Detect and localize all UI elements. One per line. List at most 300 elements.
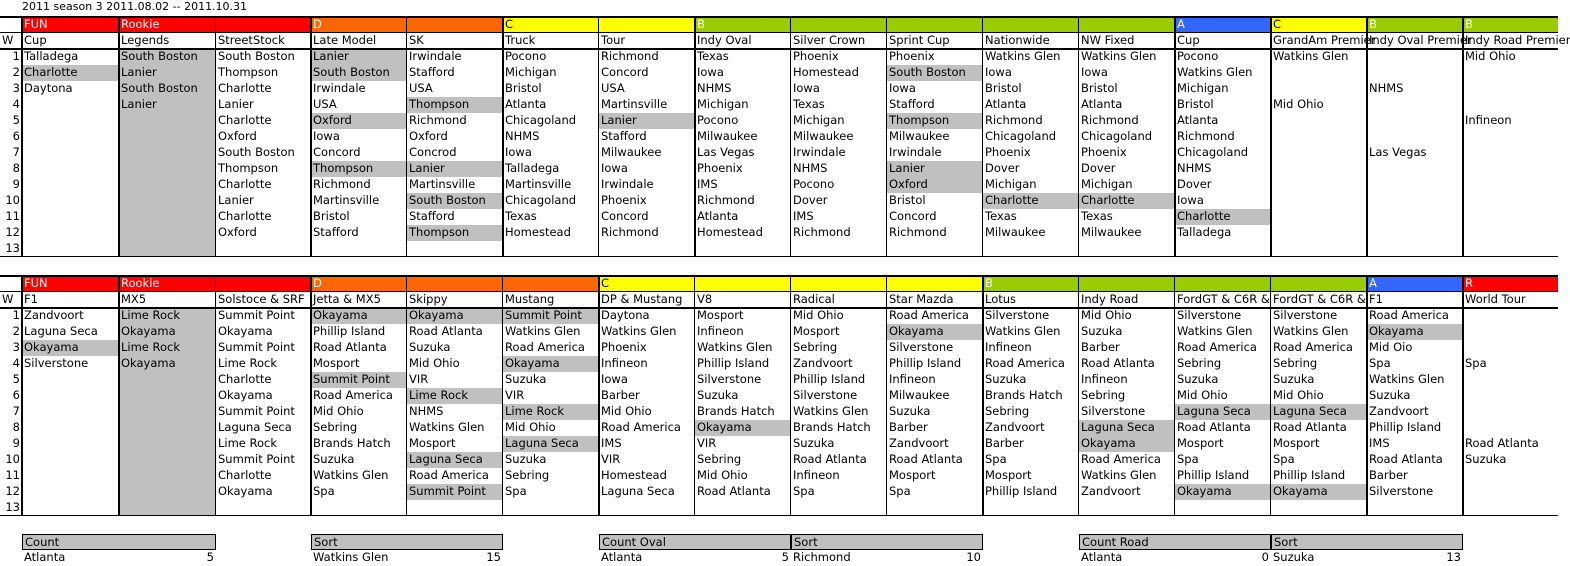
track-cell[interactable] <box>119 177 216 193</box>
track-cell[interactable] <box>1463 420 1558 436</box>
series-header[interactable]: Solstoce & SRF <box>218 292 305 306</box>
track-cell[interactable]: Road America <box>985 356 1065 370</box>
track-cell[interactable]: Mosport <box>793 324 840 338</box>
track-cell[interactable]: Mid Ohio <box>793 308 844 322</box>
track-cell[interactable] <box>1367 177 1463 193</box>
track-cell[interactable]: Iowa <box>793 81 820 95</box>
track-cell[interactable]: Iowa <box>889 81 916 95</box>
track-cell[interactable]: Barber <box>601 388 640 402</box>
track-cell[interactable]: Road Atlanta <box>313 340 387 354</box>
track-cell[interactable]: Michigan <box>697 97 749 111</box>
track-cell[interactable]: Watkins Glen <box>313 468 389 482</box>
series-header[interactable]: Skippy <box>409 292 448 306</box>
track-cell[interactable]: Road America <box>1369 308 1449 322</box>
track-cell[interactable] <box>22 225 119 241</box>
track-cell[interactable] <box>599 500 695 516</box>
track-cell[interactable] <box>1463 484 1558 500</box>
series-header[interactable]: F1 <box>24 292 38 306</box>
track-cell[interactable]: Watkins Glen <box>1273 49 1349 63</box>
track-cell[interactable]: Atlanta <box>1177 113 1219 127</box>
track-cell[interactable] <box>22 209 119 225</box>
track-cell[interactable]: Lanier <box>311 49 407 65</box>
track-cell[interactable]: Infineon <box>697 324 744 338</box>
track-cell[interactable]: Thompson <box>218 65 279 79</box>
track-cell[interactable] <box>22 468 119 484</box>
track-cell[interactable]: Laguna Seca <box>218 420 292 434</box>
track-cell[interactable]: Brands Hatch <box>793 420 871 434</box>
track-cell[interactable]: Okayama <box>218 484 273 498</box>
track-cell[interactable] <box>1463 177 1558 193</box>
series-header[interactable]: V8 <box>697 292 713 306</box>
track-cell[interactable]: Martinsville <box>505 177 572 191</box>
track-cell[interactable]: Richmond <box>601 225 659 239</box>
track-cell[interactable]: Richmond <box>985 113 1043 127</box>
track-cell[interactable]: Mosport <box>889 468 936 482</box>
track-cell[interactable]: Okayama <box>1367 324 1463 340</box>
track-cell[interactable]: Bristol <box>505 81 542 95</box>
track-cell[interactable]: Laguna Seca <box>1175 404 1271 420</box>
class-header-rookie[interactable]: Rookie <box>119 17 311 33</box>
track-cell[interactable]: Dover <box>985 161 1020 175</box>
track-cell[interactable] <box>407 241 503 257</box>
summary-track[interactable]: Atlanta <box>1081 550 1123 564</box>
track-cell[interactable] <box>1463 340 1558 356</box>
track-cell[interactable] <box>1367 65 1463 81</box>
track-cell[interactable]: Spa <box>1369 356 1391 370</box>
track-cell[interactable]: Road America <box>313 388 393 402</box>
track-cell[interactable]: Chicagoland <box>1081 129 1153 143</box>
track-cell[interactable] <box>503 241 599 257</box>
track-cell[interactable]: Milwaukee <box>793 129 854 143</box>
track-cell[interactable]: Laguna Seca <box>601 484 675 498</box>
track-cell[interactable]: Suzuka <box>985 372 1027 386</box>
track-cell[interactable]: Barber <box>1369 468 1408 482</box>
series-header[interactable]: Indy Oval Premier <box>1369 33 1472 47</box>
track-cell[interactable] <box>695 500 791 516</box>
track-cell[interactable]: Watkins Glen <box>1177 65 1253 79</box>
track-cell[interactable]: Stafford <box>409 65 455 79</box>
track-cell[interactable]: Infineon <box>889 372 936 386</box>
track-cell[interactable]: Homestead <box>793 65 859 79</box>
track-cell[interactable]: Zandvoort <box>1369 404 1429 418</box>
track-cell[interactable]: Barber <box>985 436 1024 450</box>
track-cell[interactable]: Road America <box>409 468 489 482</box>
track-cell[interactable]: Daytona <box>24 81 73 95</box>
track-cell[interactable]: Thompson <box>311 161 407 177</box>
track-cell[interactable]: Mid Oio <box>1369 340 1413 354</box>
track-cell[interactable] <box>22 129 119 145</box>
track-cell[interactable] <box>791 500 887 516</box>
series-header[interactable]: DP & Mustang <box>601 292 683 306</box>
track-cell[interactable]: Richmond <box>313 177 371 191</box>
track-cell[interactable]: Charlotte <box>218 113 272 127</box>
track-cell[interactable]: Charlotte <box>218 177 272 191</box>
series-header[interactable]: Silver Crown <box>793 33 866 47</box>
series-header[interactable]: Truck <box>505 33 536 47</box>
track-cell[interactable]: Charlotte <box>218 209 272 223</box>
track-cell[interactable]: Mid Ohio <box>1465 49 1516 63</box>
track-cell[interactable]: Michigan <box>505 65 557 79</box>
track-cell[interactable]: Richmond <box>1177 129 1235 143</box>
track-cell[interactable] <box>22 177 119 193</box>
track-cell[interactable] <box>1175 241 1271 257</box>
track-cell[interactable] <box>119 468 216 484</box>
track-cell[interactable]: Iowa <box>313 129 340 143</box>
track-cell[interactable]: Richmond <box>697 193 755 207</box>
track-cell[interactable] <box>22 161 119 177</box>
track-cell[interactable]: Homestead <box>697 225 763 239</box>
track-cell[interactable]: Road Atlanta <box>1273 420 1347 434</box>
track-cell[interactable]: VIR <box>409 372 429 386</box>
track-cell[interactable]: Chicagoland <box>505 113 577 127</box>
track-cell[interactable]: Watkins Glen <box>985 324 1061 338</box>
track-cell[interactable] <box>119 209 216 225</box>
track-cell[interactable]: Lime Rock <box>218 436 278 450</box>
track-cell[interactable] <box>119 420 216 436</box>
track-cell[interactable]: Road America <box>1177 340 1257 354</box>
track-cell[interactable]: South Boston <box>407 193 503 209</box>
track-cell[interactable]: Pocono <box>697 113 739 127</box>
track-cell[interactable]: NHMS <box>505 129 540 143</box>
track-cell[interactable]: Oxford <box>218 225 257 239</box>
track-cell[interactable]: USA <box>409 81 433 95</box>
track-cell[interactable]: South Boston <box>218 145 295 159</box>
track-cell[interactable] <box>1271 113 1367 129</box>
track-cell[interactable]: Chicagoland <box>505 193 577 207</box>
track-cell[interactable] <box>311 500 407 516</box>
track-cell[interactable]: Zandvoort <box>889 436 949 450</box>
track-cell[interactable]: Road America <box>601 420 681 434</box>
track-cell[interactable]: Road Atlanta <box>697 484 771 498</box>
track-cell[interactable]: Watkins Glen <box>793 404 869 418</box>
track-cell[interactable]: Lanier <box>119 65 216 81</box>
track-cell[interactable]: Phillip Island <box>985 484 1058 498</box>
series-header[interactable]: Cup <box>1177 33 1200 47</box>
track-cell[interactable]: Infineon <box>985 340 1032 354</box>
track-cell[interactable] <box>1367 113 1463 129</box>
track-cell[interactable]: Silverstone <box>889 340 954 354</box>
track-cell[interactable] <box>1271 193 1367 209</box>
track-cell[interactable]: Infineon <box>1465 113 1512 127</box>
track-cell[interactable]: Pocono <box>793 177 835 191</box>
track-cell[interactable]: Laguna Seca <box>1271 404 1367 420</box>
track-cell[interactable]: Road America <box>1081 452 1161 466</box>
track-cell[interactable] <box>22 193 119 209</box>
track-cell[interactable]: Talladega <box>1177 225 1232 239</box>
track-cell[interactable]: Concrod <box>409 145 457 159</box>
track-cell[interactable]: Iowa <box>697 65 724 79</box>
series-header[interactable]: Cup <box>24 33 47 47</box>
track-cell[interactable] <box>119 129 216 145</box>
summary-count[interactable]: 15 <box>486 550 501 564</box>
track-cell[interactable]: Road Atlanta <box>793 452 867 466</box>
track-cell[interactable]: Thompson <box>407 97 503 113</box>
track-cell[interactable]: Suzuka <box>505 452 547 466</box>
track-cell[interactable]: Spa <box>1465 356 1487 370</box>
track-cell[interactable]: Mosport <box>313 356 360 370</box>
track-cell[interactable] <box>1463 193 1558 209</box>
track-cell[interactable] <box>1463 500 1558 516</box>
track-cell[interactable]: Thompson <box>218 161 279 175</box>
track-cell[interactable]: Irwindale <box>313 81 366 95</box>
track-cell[interactable]: Okayama <box>22 340 119 356</box>
track-cell[interactable]: Phillip Island <box>697 356 770 370</box>
track-cell[interactable] <box>1367 241 1463 257</box>
track-cell[interactable]: Charlotte <box>22 65 119 81</box>
summary-track[interactable]: Suzuka <box>1273 550 1315 564</box>
track-cell[interactable]: Concord <box>313 145 361 159</box>
track-cell[interactable]: Lime Rock <box>503 404 599 420</box>
track-cell[interactable] <box>22 97 119 113</box>
track-cell[interactable]: Iowa <box>1177 193 1204 207</box>
track-cell[interactable]: Suzuka <box>793 436 835 450</box>
track-cell[interactable]: Okayama <box>1079 436 1175 452</box>
track-cell[interactable]: Texas <box>985 209 1017 223</box>
track-cell[interactable] <box>1463 372 1558 388</box>
track-cell[interactable]: Summit Point <box>218 308 295 322</box>
track-cell[interactable] <box>1271 241 1367 257</box>
track-cell[interactable]: Okayama <box>887 324 983 340</box>
track-cell[interactable]: Michigan <box>985 177 1037 191</box>
track-cell[interactable] <box>1463 404 1558 420</box>
class-header-rookie[interactable]: Rookie <box>119 276 311 292</box>
series-header[interactable]: SK <box>409 33 424 47</box>
track-cell[interactable] <box>119 161 216 177</box>
track-cell[interactable]: NHMS <box>697 81 732 95</box>
track-cell[interactable] <box>119 225 216 241</box>
track-cell[interactable]: Lime Rock <box>119 340 216 356</box>
track-cell[interactable]: NHMS <box>793 161 828 175</box>
series-header[interactable]: Star Mazda <box>889 292 954 306</box>
track-cell[interactable]: Lanier <box>218 97 254 111</box>
track-cell[interactable]: Zandvoort <box>793 356 853 370</box>
track-cell[interactable] <box>22 241 119 257</box>
track-cell[interactable]: Barber <box>1081 340 1120 354</box>
series-header[interactable]: NW Fixed <box>1081 33 1135 47</box>
track-cell[interactable]: Phoenix <box>601 340 647 354</box>
track-cell[interactable]: Homestead <box>505 225 571 239</box>
track-cell[interactable] <box>1463 225 1558 241</box>
track-cell[interactable]: Oxford <box>409 129 448 143</box>
class-header-b[interactable]: B <box>1463 17 1558 33</box>
track-cell[interactable]: Lime Rock <box>407 388 503 404</box>
track-cell[interactable]: Suzuka <box>505 372 547 386</box>
track-cell[interactable]: USA <box>601 81 625 95</box>
series-header[interactable]: Lotus <box>985 292 1017 306</box>
track-cell[interactable]: Sebring <box>1273 356 1318 370</box>
class-header-d[interactable]: D <box>311 276 599 292</box>
track-cell[interactable]: Bristol <box>889 193 926 207</box>
track-cell[interactable]: Daytona <box>601 308 650 322</box>
track-cell[interactable]: Spa <box>793 484 815 498</box>
track-cell[interactable]: Road Atlanta <box>409 324 483 338</box>
track-cell[interactable]: Irwindale <box>601 177 654 191</box>
track-cell[interactable]: Mid Ohio <box>505 420 556 434</box>
track-cell[interactable]: Okayama <box>311 308 407 324</box>
track-cell[interactable]: Milwaukee <box>889 388 950 402</box>
track-cell[interactable]: Charlotte <box>218 81 272 95</box>
series-header[interactable]: Jetta & MX5 <box>313 292 381 306</box>
track-cell[interactable]: Watkins Glen <box>697 340 773 354</box>
track-cell[interactable]: Michigan <box>1081 177 1133 191</box>
track-cell[interactable] <box>1463 241 1558 257</box>
track-cell[interactable]: Dover <box>793 193 828 207</box>
series-header[interactable]: GrandAm Premier <box>1273 33 1376 47</box>
track-cell[interactable]: Chicagoland <box>1177 145 1249 159</box>
track-cell[interactable]: Watkins Glen <box>409 420 485 434</box>
track-cell[interactable]: Lanier <box>887 161 983 177</box>
track-cell[interactable]: Summit Point <box>407 484 503 500</box>
track-cell[interactable]: Mosport <box>697 308 744 322</box>
track-cell[interactable] <box>119 145 216 161</box>
track-cell[interactable] <box>119 241 216 257</box>
track-cell[interactable]: Phoenix <box>889 49 935 63</box>
track-cell[interactable] <box>503 500 599 516</box>
summary-track[interactable]: Richmond <box>793 550 851 564</box>
track-cell[interactable] <box>1367 500 1463 516</box>
track-cell[interactable]: Silverstone <box>1177 308 1242 322</box>
track-cell[interactable]: Michigan <box>793 113 845 127</box>
track-cell[interactable]: Silverstone <box>1273 308 1338 322</box>
track-cell[interactable]: Lime Rock <box>119 308 216 324</box>
track-cell[interactable]: Infineon <box>793 468 840 482</box>
series-header[interactable]: FordGT & C6R & <box>1177 292 1270 306</box>
track-cell[interactable] <box>1079 241 1175 257</box>
track-cell[interactable]: Milwaukee <box>601 145 662 159</box>
track-cell[interactable]: IMS <box>601 436 622 450</box>
track-cell[interactable]: Talladega <box>24 49 79 63</box>
track-cell[interactable]: Oxford <box>218 129 257 143</box>
track-cell[interactable]: Suzuka <box>889 404 931 418</box>
track-cell[interactable] <box>1271 65 1367 81</box>
track-cell[interactable] <box>1463 81 1558 97</box>
summary-track[interactable]: Atlanta <box>601 550 643 564</box>
track-cell[interactable]: Milwaukee <box>889 129 950 143</box>
track-cell[interactable]: Phillip Island <box>313 324 386 338</box>
track-cell[interactable]: Sebring <box>505 468 550 482</box>
track-cell[interactable]: Summit Point <box>503 308 599 324</box>
track-cell[interactable]: Silverstone <box>24 356 89 370</box>
track-cell[interactable]: Lanier <box>599 113 695 129</box>
series-header[interactable]: MX5 <box>121 292 147 306</box>
class-header-b[interactable]: B <box>695 17 1175 33</box>
track-cell[interactable]: Richmond <box>793 225 851 239</box>
track-cell[interactable] <box>216 500 311 516</box>
track-cell[interactable] <box>22 484 119 500</box>
class-header-c[interactable]: C <box>503 17 695 33</box>
track-cell[interactable]: Sebring <box>1177 356 1222 370</box>
track-cell[interactable]: Road America <box>505 340 585 354</box>
class-header-d[interactable]: D <box>311 17 503 33</box>
track-cell[interactable]: Milwaukee <box>697 129 758 143</box>
track-cell[interactable]: Irwindale <box>889 145 942 159</box>
track-cell[interactable]: VIR <box>505 388 525 402</box>
track-cell[interactable]: Oxford <box>887 177 983 193</box>
track-cell[interactable]: Okayama <box>1175 484 1271 500</box>
track-cell[interactable] <box>791 241 887 257</box>
track-cell[interactable]: Sebring <box>793 340 838 354</box>
track-cell[interactable]: Mid Ohio <box>1177 388 1228 402</box>
track-cell[interactable]: Bristol <box>313 209 350 223</box>
track-cell[interactable]: Brands Hatch <box>985 388 1063 402</box>
track-cell[interactable] <box>1367 209 1463 225</box>
track-cell[interactable]: Irwindale <box>793 145 846 159</box>
track-cell[interactable]: Sebring <box>313 420 358 434</box>
track-cell[interactable]: Atlanta <box>697 209 739 223</box>
series-header[interactable]: World Tour <box>1465 292 1526 306</box>
track-cell[interactable] <box>1463 129 1558 145</box>
track-cell[interactable]: Road Atlanta <box>1369 452 1443 466</box>
track-cell[interactable] <box>22 404 119 420</box>
track-cell[interactable]: Michigan <box>1177 81 1229 95</box>
track-cell[interactable] <box>599 241 695 257</box>
track-cell[interactable]: IMS <box>697 177 718 191</box>
track-cell[interactable]: VIR <box>601 452 621 466</box>
track-cell[interactable]: Phoenix <box>793 49 839 63</box>
track-cell[interactable]: Okayama <box>119 356 216 372</box>
class-header-c[interactable]: C <box>599 276 983 292</box>
class-header-a[interactable]: A <box>1175 17 1271 33</box>
track-cell[interactable] <box>22 500 119 516</box>
track-cell[interactable]: Lime Rock <box>218 356 278 370</box>
track-cell[interactable]: Suzuka <box>1369 388 1411 402</box>
track-cell[interactable]: Concord <box>601 65 649 79</box>
track-cell[interactable] <box>1271 225 1367 241</box>
track-cell[interactable]: Summit Point <box>311 372 407 388</box>
track-cell[interactable] <box>311 241 407 257</box>
track-cell[interactable]: Charlotte <box>218 468 272 482</box>
track-cell[interactable]: Suzuka <box>409 340 451 354</box>
track-cell[interactable]: Mid Ohio <box>601 404 652 418</box>
track-cell[interactable]: Infineon <box>1081 372 1128 386</box>
track-cell[interactable]: Silverstone <box>1369 484 1434 498</box>
track-cell[interactable]: Atlanta <box>1081 97 1123 111</box>
track-cell[interactable]: South Boston <box>218 49 295 63</box>
summary-count[interactable]: 0 <box>1261 550 1269 564</box>
track-cell[interactable] <box>119 404 216 420</box>
track-cell[interactable] <box>1463 308 1558 324</box>
track-cell[interactable] <box>119 436 216 452</box>
track-cell[interactable]: Okayama <box>407 308 503 324</box>
track-cell[interactable] <box>119 193 216 209</box>
track-cell[interactable]: Richmond <box>889 225 947 239</box>
track-cell[interactable]: Martinsville <box>313 193 380 207</box>
summary-track[interactable]: Watkins Glen <box>313 550 389 564</box>
track-cell[interactable]: Stafford <box>601 129 647 143</box>
track-cell[interactable] <box>1271 81 1367 97</box>
track-cell[interactable]: NHMS <box>1369 81 1404 95</box>
track-cell[interactable]: Lanier <box>218 193 254 207</box>
track-cell[interactable]: Road Atlanta <box>1081 356 1155 370</box>
track-cell[interactable] <box>1463 161 1558 177</box>
track-cell[interactable] <box>1367 225 1463 241</box>
track-cell[interactable]: Richmond <box>601 49 659 63</box>
class-header-b[interactable]: B <box>1367 17 1463 33</box>
track-cell[interactable]: Charlotte <box>983 193 1079 209</box>
track-cell[interactable]: Road Atlanta <box>1177 420 1251 434</box>
track-cell[interactable]: Watkins Glen <box>505 324 581 338</box>
track-cell[interactable]: Watkins Glen <box>985 49 1061 63</box>
track-cell[interactable]: Phillip Island <box>889 356 962 370</box>
track-cell[interactable] <box>983 241 1079 257</box>
track-cell[interactable]: Martinsville <box>601 97 668 111</box>
track-cell[interactable] <box>119 372 216 388</box>
track-cell[interactable]: Okayama <box>695 420 791 436</box>
track-cell[interactable]: Charlotte <box>1175 209 1271 225</box>
track-cell[interactable]: Okayama <box>119 324 216 340</box>
track-cell[interactable]: Texas <box>697 49 729 63</box>
track-cell[interactable]: Spa <box>889 484 911 498</box>
